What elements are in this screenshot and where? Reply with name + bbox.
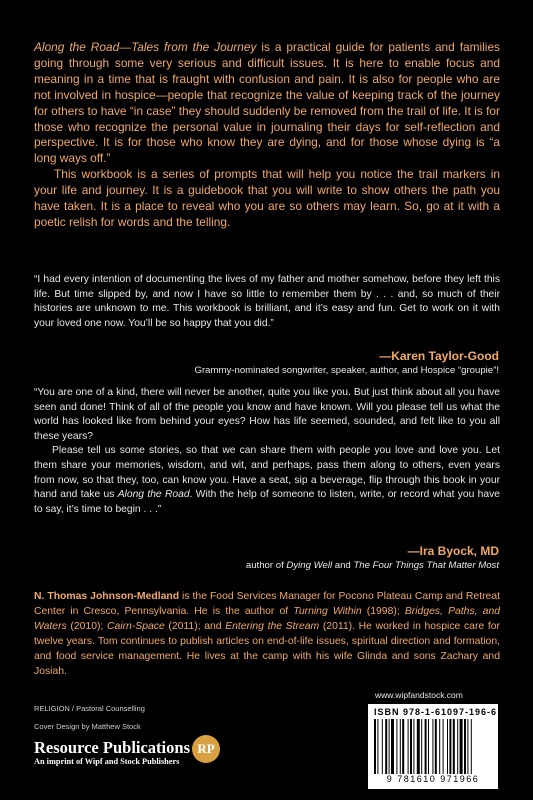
description-paragraph-2: This workbook is a series of prompts that will help you notice the trail markers in your life and journey. It is a guidebook that you will write to show others the path you have taken. It is a place to reveal who you are so others may learn. So, go at it with a poetic relish for words and the telling.: [34, 167, 500, 229]
description-paragraph-1: [34, 40, 500, 167]
endorser-role: Grammy-nominated songwriter, speaker, author, and Hospice “groupie”!: [194, 365, 499, 376]
endorsement-quote-2: [34, 386, 500, 517]
author-bio: [34, 589, 500, 679]
endorser-name: —Karen Taylor-Good: [379, 349, 499, 363]
quote-book-title: Along the Road: [117, 489, 190, 501]
category-label: RELIGION / Pastoral Counselling: [34, 704, 145, 713]
publisher-url: www.wipfandstock.com: [375, 690, 463, 700]
publisher-logo-icon: RP: [192, 735, 220, 763]
barcode: [368, 704, 498, 789]
quote-text: Please tell us some stories, so that we can share them with people you love and love you. Let them share your memories, wisdom, and wit, and perhaps, pass them along to others, even years from now, so that they, too, can know you. Have a seat, sip a beverage, flip through this book in your hand and take us: [34, 445, 500, 501]
publisher-name: Resource Publications: [34, 738, 190, 757]
bio-book-title: Turning Within: [293, 606, 362, 617]
book-description: [34, 40, 500, 231]
quote-paragraph: “You are one of a kind, there will never be another, quite you like you. But just think about all you have seen and done! Think of all of the people you know and have known. Will you please tell us what the world has looked like from behind your eyes? How has life seemed, sounded, and felt like to you all these years?: [34, 387, 500, 442]
bio-text: (2011). He worked in hospice care for twelve years. Tom continues to publish articles on end-of-life issues, spiritual direction and formation, and food service management. He lives at the camp with his wife Glinda and sons Zachary and Josiah.: [34, 621, 500, 677]
description-text: is a practical guide for patients and families going through some very serious and difficult issues. It is here to enable focus and meaning in a time that is fraught with confusion and pain. It is also for people who are not involved in hospice—people that recognize the value of keeping track of the journey for others to have “in case” they should suddenly be removed from the trail of life. It is for those who recognize the personal value in journaling their days for self-reflection and perspective. It is for those who know they are dying, and for those whose dying is “a long ways off.”: [34, 40, 500, 166]
endorser-role: [246, 560, 499, 571]
role-book-title: Dying Well: [286, 560, 333, 571]
bio-book-title: Cairn-Space: [106, 621, 165, 632]
bio-text: (2011); and: [164, 621, 226, 632]
quote-paragraph: [34, 444, 500, 517]
barcode-digits: 9 781610 971966: [386, 774, 480, 784]
bio-book-title: Bridges, Paths, and Waters: [34, 606, 501, 632]
publisher-imprint: An imprint of Wipf and Stock Publishers: [34, 757, 180, 766]
bio-text: (1998);: [361, 606, 405, 617]
quote-text: . With the help of someone to listen, write, or record what you have to say, it’s time to begin . . .”: [34, 489, 500, 515]
role-book-title: The Four Things That Matter Most: [353, 560, 499, 571]
isbn-label: ISBN 978-1-61097-196-6: [374, 707, 498, 717]
bio-text: (2010);: [66, 621, 107, 632]
bio-book-title: Entering the Stream: [225, 621, 320, 632]
book-title: Along the Road—Tales from the Journey: [34, 40, 257, 54]
cover-design-credit: Cover Design by Matthew Stock: [34, 722, 141, 731]
quote-text: “I had every intention of documenting the lives of my father and mother somehow, before they left this life. But time slipped by, and now I have so little to remember them by . . . and, so much of their histories are unknown to me. This workbook is brilliant, and it’s easy and fun. Get to work on it with your loved one now. You’ll be so happy that you did.”: [34, 274, 500, 329]
author-name: N. Thomas Johnson-Medland: [34, 591, 180, 602]
barcode-bars: [374, 719, 492, 774]
endorser-name: —Ira Byock, MD: [407, 544, 499, 558]
endorsement-quote-1: [34, 273, 500, 331]
role-text: and: [332, 560, 354, 571]
bio-text: is the Food Services Manager for Pocono Plateau Camp and Retreat Center in Cresco, Pennsylvania. He is the author of: [34, 591, 500, 617]
role-text: author of: [245, 560, 287, 571]
